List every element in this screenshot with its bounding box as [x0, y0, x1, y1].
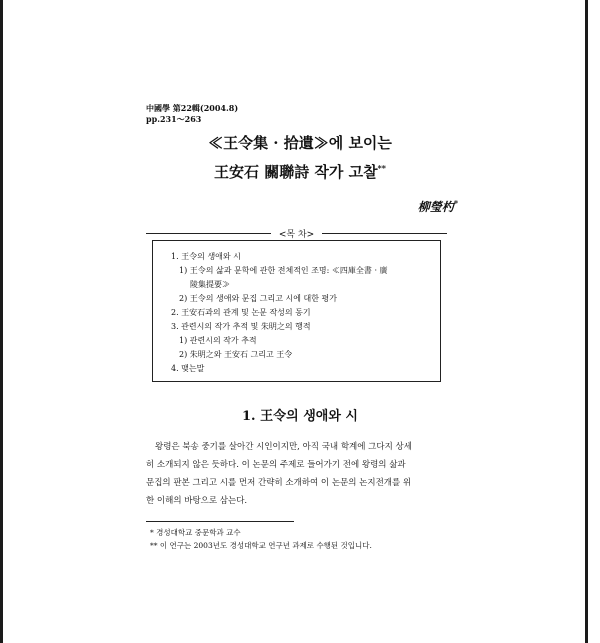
toc-item: 4. 맺는말 — [171, 364, 205, 373]
toc-item: 1) 관련시의 작가 추적 — [179, 336, 257, 345]
journal-pages: pp.231～263 — [146, 114, 202, 124]
toc-item: 3. 관련시의 작가 추적 및 朱明之의 행적 — [171, 322, 311, 331]
toc-item: 1) 王令의 삶과 문학에 관한 전체적인 조명: ≪四庫全書 · 廣 — [179, 266, 388, 275]
author-footnote-mark: * — [453, 198, 458, 208]
toc-item: 陵集提要≫ — [190, 280, 230, 289]
author-name: 柳瑩杓 — [417, 200, 454, 214]
footnote: ** 이 연구는 2003년도 경성대학교 연구년 과제로 수행된 것입니다. — [150, 541, 372, 550]
scan-edge-left — [0, 0, 3, 643]
scan-edge-right — [585, 0, 588, 643]
toc-item: 2. 王安石과의 관계 및 논문 작성의 동기 — [171, 308, 311, 317]
body-line: 히 소개되지 않은 듯하다. 이 논문의 주제로 들어가기 전에 왕령의 삶과 — [146, 460, 406, 470]
toc-item: 1. 王令의 생애와 시 — [171, 252, 241, 261]
body-line: 왕령은 북송 중기를 살아간 시인이지만, 아직 국내 학계에 그다지 상세 — [155, 442, 412, 452]
paper-title-line1: ≪王令集 · 拾遺≫에 보이는 — [208, 134, 392, 152]
footnote-rule — [146, 521, 294, 522]
toc-item: 2) 王令의 생애와 문집 그리고 시에 대한 평가 — [179, 294, 337, 303]
toc-header — [146, 226, 447, 240]
toc-item: 2) 朱明之와 王安石 그리고 王令 — [179, 350, 293, 359]
paper-title-line2 — [0, 161, 600, 182]
table-of-contents — [152, 240, 441, 382]
toc-label: <목 차> — [275, 230, 318, 240]
title-footnote-mark: ** — [377, 163, 386, 173]
body-line: 문집의 판본 그리고 시를 먼저 간략히 소개하여 이 논문의 논지전개를 위 — [146, 478, 412, 488]
journal-info — [146, 103, 238, 125]
author — [418, 198, 458, 215]
footnote: * 경성대학교 중문학과 교수 — [150, 528, 241, 537]
journal-volume: 中國學 第22輯(2004.8) — [146, 103, 239, 113]
body-line: 한 이해의 바탕으로 삼는다. — [146, 496, 248, 506]
paper-title-line2-text: 王安石 關聯詩 작가 고찰 — [213, 163, 378, 181]
section-heading: 1. 王令의 생애와 시 — [242, 409, 358, 424]
